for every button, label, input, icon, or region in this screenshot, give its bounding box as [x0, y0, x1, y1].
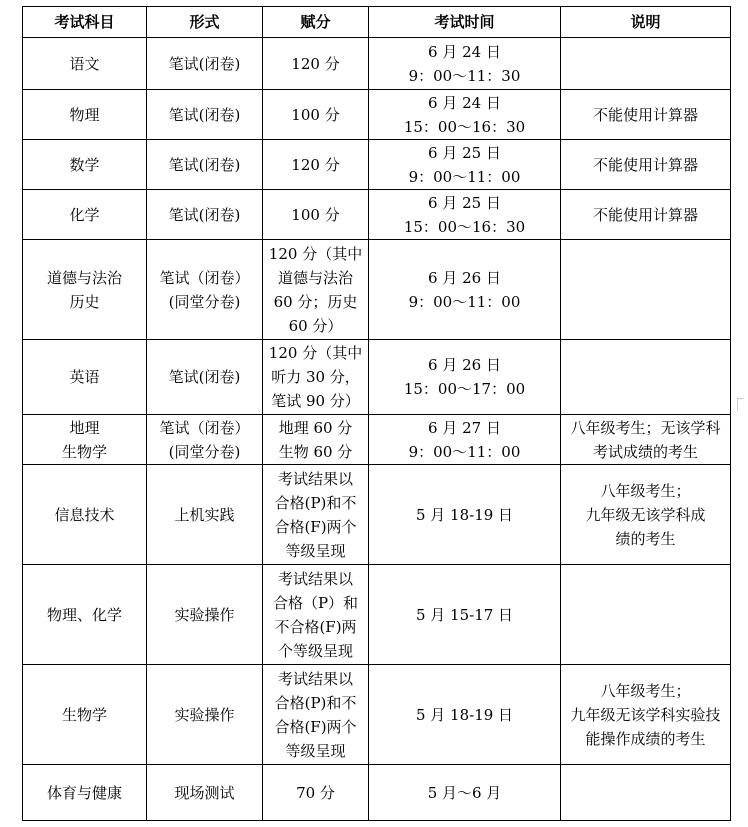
cell-form: 笔试（闭卷） (同堂分卷) — [147, 240, 263, 340]
table-row — [23, 340, 731, 415]
header-form: 形式 — [147, 7, 263, 38]
table-row — [23, 765, 731, 821]
cell-note: 八年级考生； 九年级无该学科成 绩的考生 — [561, 465, 731, 565]
cell-time: 6 月 25 日 9：00～11：00 — [369, 140, 561, 190]
cell-score: 100 分 — [263, 190, 369, 240]
cell-time: 5 月～6 月 — [369, 765, 561, 821]
cell-score: 120 分（其中 听力 30 分， 笔试 90 分） — [263, 340, 369, 415]
cell-time: 6 月 24 日 15：00～16：30 — [369, 90, 561, 140]
cell-score: 考试结果以 合格(P)和不 合格(F)两个 等级呈现 — [263, 665, 369, 765]
table-row — [23, 665, 731, 765]
header-score: 赋分 — [263, 7, 369, 38]
cell-score: 考试结果以 合格(P)和不 合格(F)两个 等级呈现 — [263, 465, 369, 565]
table-row — [23, 140, 731, 190]
table-row — [23, 90, 731, 140]
cell-form: 实验操作 — [147, 565, 263, 665]
cell-note — [561, 565, 731, 665]
cell-note — [561, 38, 731, 90]
header-note: 说明 — [561, 7, 731, 38]
table-row — [23, 465, 731, 565]
cell-form: 笔试(闭卷) — [147, 38, 263, 90]
cell-form: 实验操作 — [147, 665, 263, 765]
table-row — [23, 190, 731, 240]
cell-subject: 道德与法治 历史 — [23, 240, 147, 340]
cell-time: 5 月 15-17 日 — [369, 565, 561, 665]
cell-note — [561, 340, 731, 415]
cell-score: 100 分 — [263, 90, 369, 140]
cell-score: 70 分 — [263, 765, 369, 821]
cell-form: 笔试(闭卷) — [147, 90, 263, 140]
cell-subject: 语文 — [23, 38, 147, 90]
cell-subject: 物理、化学 — [23, 565, 147, 665]
table-row — [23, 38, 731, 90]
header-time: 考试时间 — [369, 7, 561, 38]
cell-subject: 生物学 — [23, 665, 147, 765]
cell-score: 考试结果以 合格（P）和 不合格(F)两 个等级呈现 — [263, 565, 369, 665]
cell-time: 6 月 24 日 9：00～11：30 — [369, 38, 561, 90]
cell-subject: 物理 — [23, 90, 147, 140]
exam-schedule-table — [22, 6, 731, 821]
cell-time: 5 月 18-19 日 — [369, 665, 561, 765]
page-edge-marker — [737, 398, 744, 411]
cell-form: 笔试（闭卷） (同堂分卷) — [147, 415, 263, 465]
cell-form: 现场测试 — [147, 765, 263, 821]
cell-score: 地理 60 分 生物 60 分 — [263, 415, 369, 465]
cell-subject: 数学 — [23, 140, 147, 190]
cell-subject: 化学 — [23, 190, 147, 240]
cell-time: 6 月 27 日 9：00～11：00 — [369, 415, 561, 465]
cell-time: 5 月 18-19 日 — [369, 465, 561, 565]
cell-time: 6 月 25 日 15：00～16：30 — [369, 190, 561, 240]
cell-score: 120 分 — [263, 38, 369, 90]
cell-note: 不能使用计算器 — [561, 190, 731, 240]
cell-subject: 英语 — [23, 340, 147, 415]
cell-score: 120 分 — [263, 140, 369, 190]
cell-note — [561, 765, 731, 821]
table-row — [23, 415, 731, 465]
table-row — [23, 565, 731, 665]
cell-note — [561, 240, 731, 340]
cell-subject: 地理 生物学 — [23, 415, 147, 465]
cell-form: 笔试(闭卷) — [147, 340, 263, 415]
table-header-row — [23, 7, 731, 38]
cell-note: 八年级考生； 九年级无该学科实验技 能操作成绩的考生 — [561, 665, 731, 765]
header-subject: 考试科目 — [23, 7, 147, 38]
cell-time: 6 月 26 日 15：00～17：00 — [369, 340, 561, 415]
cell-note: 不能使用计算器 — [561, 140, 731, 190]
cell-time: 6 月 26 日 9：00～11：00 — [369, 240, 561, 340]
cell-note: 不能使用计算器 — [561, 90, 731, 140]
cell-form: 笔试(闭卷) — [147, 140, 263, 190]
cell-form: 笔试(闭卷) — [147, 190, 263, 240]
cell-note: 八年级考生；无该学科 考试成绩的考生 — [561, 415, 731, 465]
cell-subject: 体育与健康 — [23, 765, 147, 821]
cell-form: 上机实践 — [147, 465, 263, 565]
cell-score: 120 分（其中 道德与法治 60 分；历史 60 分） — [263, 240, 369, 340]
table-row — [23, 240, 731, 340]
cell-subject: 信息技术 — [23, 465, 147, 565]
